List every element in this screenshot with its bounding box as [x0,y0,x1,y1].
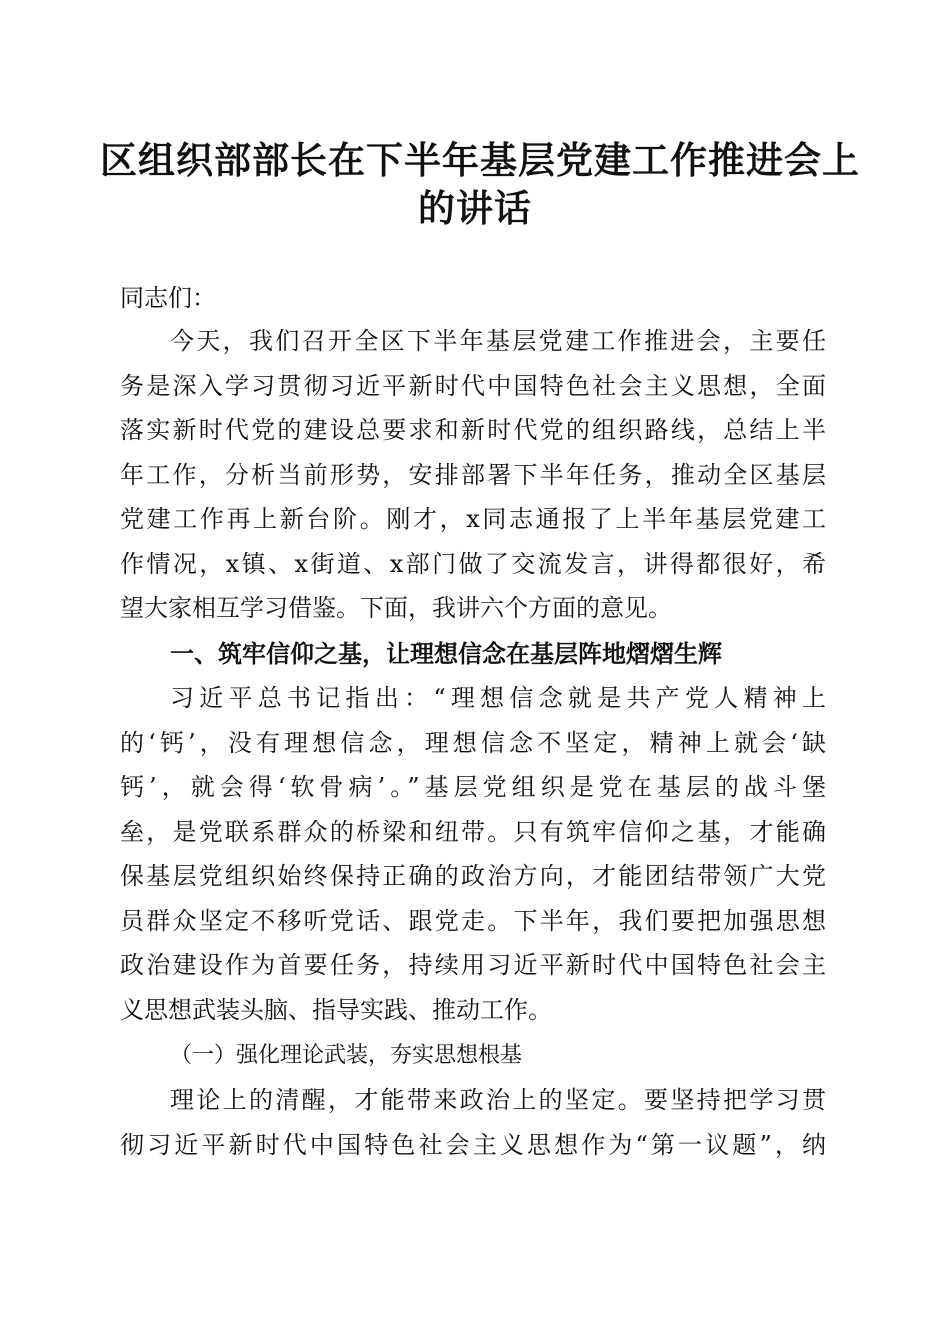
paragraph-2-line: 保基层党组织始终保持正确的政治方向，才能团结带领广大党 [120,862,826,890]
section-1-heading: 一、筑牢信仰之基，让理想信念在基层阵地熠熠生辉 [170,639,722,668]
paragraph-1-line: 今天，我们召开全区下半年基层党建工作推进会，主要任 [170,327,826,355]
subsection-1-heading: （一）强化理论武装，夯实思想根基 [170,1043,523,1068]
paragraph-2-line: 钙’，就会得‘软骨病’。”基层党组织是党在基层的战斗堡 [120,773,826,801]
document-title-line-1: 区组织部部长在下半年基层党建工作推进会上 [100,138,860,182]
paragraph-1-line: 望大家相互学习借鉴。下面，我讲六个方面的意见。 [120,594,672,622]
paragraph-2-line: 义思想武装头脑、指导实践、推动工作。 [120,996,552,1024]
paragraph-1-line: 作情况，x镇、x街道、x部门做了交流发言，讲得都很好，希 [120,550,826,578]
paragraph-1-line: 党建工作再上新台阶。刚才，x同志通报了上半年基层党建工 [120,505,826,533]
document-title-line-2: 的讲话 [418,186,532,230]
paragraph-2-line: 习近平总书记指出：“理想信念就是共产党人精神上 [170,684,826,712]
paragraph-1-line: 落实新时代党的建设总要求和新时代党的组织路线，总结上半 [120,416,826,444]
paragraph-1-line: 务是深入学习贯彻习近平新时代中国特色社会主义思想，全面 [120,372,826,400]
greeting: 同志们： [120,284,216,312]
paragraph-2-line: 的‘钙’，没有理想信念，理想信念不坚定，精神上就会‘缺 [120,729,826,757]
paragraph-3-line: 彻习近平新时代中国特色社会主义思想作为“第一议题”，纳 [120,1131,826,1159]
paragraph-3-line: 理论上的清醒，才能带来政治上的坚定。要坚持把学习贯 [170,1086,826,1114]
paragraph-1-line: 年工作，分析当前形势，安排部署下半年任务，推动全区基层 [120,461,826,489]
paragraph-2-line: 垒，是党联系群众的桥梁和纽带。只有筑牢信仰之基，才能确 [120,818,826,846]
paragraph-2-line: 政治建设作为首要任务，持续用习近平新时代中国特色社会主 [120,951,826,979]
paragraph-2-line: 员群众坚定不移听党话、跟党走。下半年，我们要把加强思想 [120,907,826,935]
